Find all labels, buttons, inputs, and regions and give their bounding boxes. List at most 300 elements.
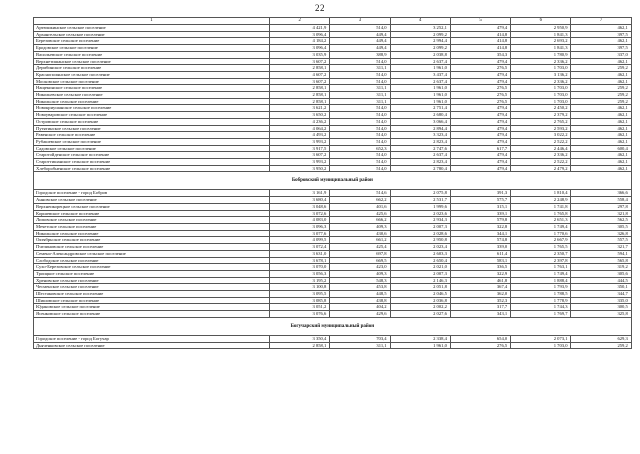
settlement-name-cell: Никольское сельское поселение (34, 98, 270, 105)
section-row (34, 172, 632, 190)
value-cell: 2 747,6 (390, 145, 450, 152)
value-cell: 366,6 (571, 190, 631, 197)
value-cell: 414,8 (450, 38, 510, 45)
value-cell: 3 323,4 (390, 132, 450, 139)
table-row (34, 78, 632, 85)
value-cell: 3 917,5 (270, 145, 330, 152)
value-cell: 315,1 (450, 203, 510, 210)
value-cell: 3 051,2 (270, 304, 330, 311)
value-cell: 558,4 (571, 197, 631, 204)
value-cell: 2 338,4 (390, 335, 450, 342)
value-cell: 1 841,3 (511, 45, 571, 52)
value-cell: 1 703,0 (511, 85, 571, 92)
value-cell: 479,4 (450, 118, 510, 125)
value-cell: 397,5 (571, 45, 631, 52)
value-cell: 514,0 (330, 112, 390, 119)
value-cell: 321,8 (571, 210, 631, 217)
settlement-name-cell: Нащекинское сельское поселение (34, 85, 270, 92)
value-cell: 3 136,2 (511, 71, 571, 78)
value-cell: 479,4 (450, 25, 510, 32)
value-cell: 3 350,4 (270, 335, 330, 342)
settlement-name-cell: Новоуваровское сельское поселение (34, 112, 270, 119)
value-cell: 2 765,2 (511, 118, 571, 125)
value-cell: 444,5 (571, 277, 631, 284)
value-cell: 4 421,9 (270, 25, 330, 32)
value-cell: 1 888,4 (511, 277, 571, 284)
value-cell: 344,7 (571, 291, 631, 298)
value-cell: 259,2 (571, 65, 631, 72)
value-cell: 362,0 (450, 291, 510, 298)
settlement-name-cell: Слободское сельское поселение (34, 257, 270, 264)
settlement-name-cell: Мечетское сельское поселение (34, 223, 270, 230)
value-cell: 3 607,2 (270, 58, 330, 65)
value-cell: 3 076,6 (270, 311, 330, 318)
value-cell: 4 099,5 (270, 237, 330, 244)
value-cell: 2 637,4 (390, 78, 450, 85)
settlement-name-cell: Равенское сельское поселение (34, 132, 270, 139)
value-cell: 1 763,1 (511, 264, 571, 271)
table-row (34, 71, 632, 78)
value-cell: 3 621,2 (270, 105, 330, 112)
table-row (34, 197, 632, 204)
value-cell: 2 075,8 (390, 190, 450, 197)
value-cell: 479,4 (450, 105, 510, 112)
value-cell: 325,8 (571, 311, 631, 318)
value-cell: 479,4 (450, 165, 510, 172)
value-cell: 3 066,4 (390, 118, 450, 125)
table-row (34, 51, 632, 58)
settlement-name-cell: Краснополянское сельское поселение (34, 71, 270, 78)
table-row (34, 311, 632, 318)
value-cell: 565,8 (571, 257, 631, 264)
settlement-name-cell: Хреновское сельское поселение (34, 277, 270, 284)
value-cell: 703,4 (330, 335, 390, 342)
settlement-name-cell: Артюшкинское сельское поселение (34, 25, 270, 32)
value-cell: 514,0 (330, 138, 390, 145)
value-cell: 2 336,2 (511, 78, 571, 85)
value-cell: 3 993,2 (270, 159, 330, 166)
value-cell: 462,1 (571, 71, 631, 78)
value-cell: 479,4 (450, 152, 510, 159)
settlement-name-cell: Городское поселение - город Бобров (34, 190, 270, 197)
value-cell: 2 637,4 (390, 152, 450, 159)
value-cell: 1 749,4 (511, 223, 571, 230)
value-cell: 629,3 (571, 335, 631, 342)
table-row (34, 284, 632, 291)
value-cell: 2 934,3 (390, 217, 450, 224)
settlement-name-cell: Путятинское сельское поселение (34, 125, 270, 132)
table-row (34, 152, 632, 159)
settlement-name-cell: Дьяченковское сельское поселение (34, 342, 270, 349)
value-cell: 336,5 (450, 264, 510, 271)
value-cell: 3 048,6 (270, 203, 330, 210)
value-cell: 305,5 (571, 223, 631, 230)
value-cell: 321,7 (571, 244, 631, 251)
value-cell: 2 651,3 (511, 217, 571, 224)
value-cell: 1 703,0 (511, 342, 571, 349)
value-cell: 3 437,4 (390, 71, 450, 78)
value-cell: 391,3 (450, 190, 510, 197)
value-cell: 462,1 (571, 112, 631, 119)
settlement-name-cell: Новокриушанское сельское поселение (34, 105, 270, 112)
settlement-name-cell: Верхнеикорецкое сельское поселение (34, 203, 270, 210)
value-cell: 343,1 (450, 311, 510, 318)
value-cell: 2 350,7 (511, 250, 571, 257)
value-cell: 514,6 (330, 190, 390, 197)
table-row (34, 98, 632, 105)
value-cell: 3 607,2 (270, 78, 330, 85)
value-cell: 652,3 (330, 145, 390, 152)
value-cell: 2 531,7 (390, 197, 450, 204)
value-cell: 3 252,1 (390, 25, 450, 32)
table-row (34, 92, 632, 99)
settlement-name-cell: Хлеборобненское сельское поселение (34, 165, 270, 172)
value-cell: 449,4 (330, 45, 390, 52)
value-cell: 2 073,1 (511, 335, 571, 342)
value-cell: 1 765,8 (511, 210, 571, 217)
value-cell: 2 994,4 (390, 38, 450, 45)
settlement-name-cell: Верхнетишанское сельское поселение (34, 58, 270, 65)
value-cell: 1 810,4 (511, 190, 571, 197)
value-cell: 3 195,2 (270, 277, 330, 284)
value-cell: 557,5 (571, 237, 631, 244)
value-cell: 2 780,4 (390, 165, 450, 172)
table-row (34, 112, 632, 119)
settlement-name-cell: Старотойденское сельское поселение (34, 152, 270, 159)
value-cell: 479,4 (450, 138, 510, 145)
value-cell: 3 056,3 (270, 270, 330, 277)
value-cell: 3 950,2 (270, 165, 330, 172)
settlement-name-cell: Анновское сельское поселение (34, 197, 270, 204)
table-row (34, 217, 632, 224)
value-cell: 600,4 (571, 145, 631, 152)
value-cell: 1 788,5 (511, 291, 571, 298)
value-cell: 479,4 (450, 78, 510, 85)
value-cell: 4 236,2 (270, 118, 330, 125)
settlement-name-cell: Коршевское сельское поселение (34, 210, 270, 217)
settlement-name-cell: Никольевское сельское поселение (34, 92, 270, 99)
value-cell: 2 046,5 (390, 291, 450, 298)
value-cell: 2 007,3 (390, 270, 450, 277)
value-cell: 259,2 (571, 85, 631, 92)
value-cell: 1 841,3 (511, 31, 571, 38)
value-cell: 479,4 (450, 112, 510, 119)
settlement-name-cell: Московское сельское поселение (34, 78, 270, 85)
column-header: 4 (390, 18, 450, 25)
value-cell: 514,0 (330, 159, 390, 166)
value-cell: 2 397,8 (511, 257, 571, 264)
value-cell: 514,0 (330, 71, 390, 78)
value-cell: 1 961,0 (390, 65, 450, 72)
value-cell: 3 095,5 (270, 291, 330, 298)
value-cell: 423,0 (330, 264, 390, 271)
value-cell: 311,1 (330, 98, 390, 105)
value-cell: 339,1 (450, 210, 510, 217)
value-cell: 2 637,4 (390, 58, 450, 65)
table-row (34, 31, 632, 38)
table-row (34, 257, 632, 264)
settlement-name-cell: Дерибинское сельское поселение (34, 65, 270, 72)
value-cell: 574,8 (450, 237, 510, 244)
table-row (34, 105, 632, 112)
settlement-name-cell: Бродовское сельское поселение (34, 45, 270, 52)
table-row (34, 125, 632, 132)
value-cell: 397,5 (571, 31, 631, 38)
column-header: 1 (34, 18, 270, 25)
value-cell: 1 793,9 (511, 284, 571, 291)
value-cell: 2 051,8 (390, 284, 450, 291)
settlement-name-cell: Городское поселение - город Богучар (34, 335, 270, 342)
value-cell: 276,5 (450, 342, 510, 349)
value-cell: 2 751,4 (390, 105, 450, 112)
value-cell: 2 858,1 (270, 65, 330, 72)
value-cell: 3 072,6 (270, 210, 330, 217)
section-row (34, 317, 632, 335)
value-cell: 3 678,1 (270, 257, 330, 264)
value-cell: 350,1 (571, 284, 631, 291)
value-cell: 4 083,0 (270, 217, 330, 224)
value-cell: 4 064,2 (270, 125, 330, 132)
column-header: 2 (270, 18, 330, 25)
value-cell: 514,0 (330, 78, 390, 85)
value-cell: 2 379,2 (511, 112, 571, 119)
value-cell: 1 703,0 (511, 65, 571, 72)
value-cell: 259,2 (571, 342, 631, 349)
table-row (34, 85, 632, 92)
value-cell: 3 607,2 (270, 152, 330, 159)
table-row (34, 270, 632, 277)
value-cell: 430,6 (330, 230, 390, 237)
value-cell: 514,0 (330, 152, 390, 159)
value-cell: 276,5 (450, 65, 510, 72)
value-cell: 654,0 (450, 335, 510, 342)
value-cell: 448,5 (330, 291, 390, 298)
value-cell: 311,1 (330, 85, 390, 92)
table-row (34, 45, 632, 52)
value-cell: 3 631,0 (270, 250, 330, 257)
column-header: 6 (511, 18, 571, 25)
value-cell: 3 035,9 (270, 51, 330, 58)
table-row (34, 38, 632, 45)
value-cell: 2 446,4 (511, 145, 571, 152)
value-cell: 1 961,0 (390, 92, 450, 99)
settlement-name-cell: Юдановское сельское поселение (34, 304, 270, 311)
value-cell: 1 999,6 (390, 203, 450, 210)
value-cell: 3 072,4 (270, 244, 330, 251)
table-row (34, 291, 632, 298)
value-cell: 429,6 (330, 311, 390, 318)
value-cell: 2 002,2 (390, 304, 450, 311)
value-cell: 300,5 (571, 304, 631, 311)
table-row (34, 264, 632, 271)
table-row (34, 65, 632, 72)
value-cell: 2 603,3 (390, 250, 450, 257)
budget-table (33, 17, 632, 349)
value-cell: 2 950,8 (390, 237, 450, 244)
value-cell: 2 522,2 (511, 138, 571, 145)
value-cell: 479,4 (450, 159, 510, 166)
value-cell: 409,3 (330, 223, 390, 230)
value-cell: 311,1 (330, 65, 390, 72)
value-cell: 2 038,8 (390, 51, 450, 58)
value-cell: 462,1 (571, 78, 631, 85)
value-cell: 2 450,2 (511, 105, 571, 112)
value-cell: 462,1 (571, 105, 631, 112)
value-cell: 388,9 (330, 51, 390, 58)
value-cell: 2 522,2 (511, 159, 571, 166)
value-cell: 337,0 (571, 51, 631, 58)
value-cell: 438,8 (330, 297, 390, 304)
value-cell: 2 693,2 (511, 38, 571, 45)
value-cell: 1 769,7 (511, 311, 571, 318)
settlement-name-cell: Никольское сельское поселение (34, 230, 270, 237)
value-cell: 697,8 (330, 250, 390, 257)
settlement-name-cell: Шестаковское сельское поселение (34, 291, 270, 298)
value-cell: 611,4 (450, 250, 510, 257)
value-cell: 414,8 (450, 31, 510, 38)
table-row (34, 138, 632, 145)
settlement-name-cell: Староттишанское сельское поселение (34, 159, 270, 166)
value-cell: 662,2 (330, 197, 390, 204)
table-row (34, 244, 632, 251)
value-cell: 449,4 (330, 38, 390, 45)
value-cell: 2 023,6 (390, 210, 450, 217)
value-cell: 3 993,2 (270, 138, 330, 145)
value-cell: 1 770,6 (511, 230, 571, 237)
value-cell: 462,1 (571, 38, 631, 45)
value-cell: 425,6 (330, 210, 390, 217)
value-cell: 579,8 (450, 217, 510, 224)
value-cell: 2 036,8 (390, 297, 450, 304)
value-cell: 2 146,3 (390, 277, 450, 284)
value-cell: 462,1 (571, 25, 631, 32)
settlement-name-cell: Васильевское сельское поселение (34, 51, 270, 58)
value-cell: 2 680,4 (390, 112, 450, 119)
value-cell: 2 894,4 (390, 125, 450, 132)
table-row (34, 25, 632, 32)
value-cell: 1 741,8 (511, 203, 571, 210)
value-cell: 1 961,0 (390, 98, 450, 105)
value-cell: 453,8 (330, 284, 390, 291)
column-header: 5 (450, 18, 510, 25)
value-cell: 276,5 (450, 92, 510, 99)
table-row (34, 223, 632, 230)
value-cell: 2 479,2 (511, 165, 571, 172)
settlement-name-cell: Чесменское сельское поселение (34, 284, 270, 291)
page-number: 22 (315, 3, 325, 13)
value-cell: 1 780,9 (511, 51, 571, 58)
table-row (34, 335, 632, 342)
settlement-name-cell: Островское сельское поселение (34, 118, 270, 125)
value-cell: 259,2 (571, 92, 631, 99)
value-cell: 352,3 (450, 297, 510, 304)
value-cell: 425,4 (330, 244, 390, 251)
value-cell: 3 022,2 (511, 132, 571, 139)
value-cell: 2 248,9 (511, 197, 571, 204)
table-row (34, 277, 632, 284)
table-row (34, 210, 632, 217)
settlement-name-cell: Рубашевское сельское поселение (34, 138, 270, 145)
value-cell: 479,4 (450, 132, 510, 139)
column-header: 3 (330, 18, 390, 25)
value-cell: 3 070,0 (270, 264, 330, 271)
value-cell: 2 667,9 (511, 237, 571, 244)
value-cell: 259,2 (571, 98, 631, 105)
value-cell: 2 028,6 (390, 230, 450, 237)
value-cell: 3 650,2 (270, 112, 330, 119)
settlement-name-cell: Шишовское сельское поселение (34, 297, 270, 304)
value-cell: 462,1 (571, 118, 631, 125)
value-cell: 367,4 (450, 284, 510, 291)
value-cell: 562,5 (571, 217, 631, 224)
value-cell: 319,2 (571, 264, 631, 271)
value-cell: 311,1 (330, 342, 390, 349)
district-heading: Бобровский муниципальный район (34, 172, 632, 190)
value-cell: 3 096,4 (270, 31, 330, 38)
table-row (34, 190, 632, 197)
value-cell: 594,1 (571, 250, 631, 257)
value-cell: 414,8 (450, 45, 510, 52)
settlement-name-cell: Октябрьское сельское поселение (34, 237, 270, 244)
value-cell: 514,0 (330, 165, 390, 172)
value-cell: 1 749,4 (511, 270, 571, 277)
table-row (34, 230, 632, 237)
value-cell: 2 007,3 (390, 223, 450, 230)
settlement-name-cell: Березовское сельское поселение (34, 38, 270, 45)
value-cell: 461,8 (450, 277, 510, 284)
table-row (34, 297, 632, 304)
value-cell: 514,0 (330, 105, 390, 112)
value-cell: 322,8 (450, 223, 510, 230)
value-cell: 1 744,3 (511, 304, 571, 311)
value-cell: 449,4 (330, 31, 390, 38)
value-cell: 311,1 (330, 92, 390, 99)
value-cell: 462,1 (571, 165, 631, 172)
value-cell: 2 650,4 (390, 257, 450, 264)
table-row (34, 159, 632, 166)
value-cell: 1 961,0 (390, 85, 450, 92)
value-cell: 462,1 (571, 125, 631, 132)
settlement-name-cell: Троицкое сельское поселение (34, 270, 270, 277)
value-cell: 4 607,2 (270, 71, 330, 78)
value-cell: 462,1 (571, 152, 631, 159)
value-cell: 322,9 (450, 270, 510, 277)
value-cell: 1 778,9 (511, 297, 571, 304)
value-cell: 479,4 (450, 125, 510, 132)
settlement-name-cell: Архангельское сельское поселение (34, 31, 270, 38)
settlement-name-cell: Сухо-Березовское сельское поселение (34, 264, 270, 271)
table-row (34, 304, 632, 311)
value-cell: 409,3 (330, 270, 390, 277)
value-cell: 3 680,4 (270, 197, 330, 204)
value-cell: 1 703,0 (511, 98, 571, 105)
table-row (34, 58, 632, 65)
table-row (34, 118, 632, 125)
value-cell: 354,3 (450, 51, 510, 58)
value-cell: 4 184,2 (270, 38, 330, 45)
value-cell: 514,0 (330, 132, 390, 139)
value-cell: 297,8 (571, 203, 631, 210)
value-cell: 2 027,6 (390, 311, 450, 318)
value-cell: 3 100,8 (270, 284, 330, 291)
value-cell: 3 077,6 (270, 230, 330, 237)
value-cell: 1 703,0 (511, 92, 571, 99)
value-cell: 661,2 (330, 237, 390, 244)
value-cell: 514,0 (330, 25, 390, 32)
value-cell: 2 099,2 (390, 45, 450, 52)
value-cell: 401,6 (330, 203, 390, 210)
table-row (34, 203, 632, 210)
